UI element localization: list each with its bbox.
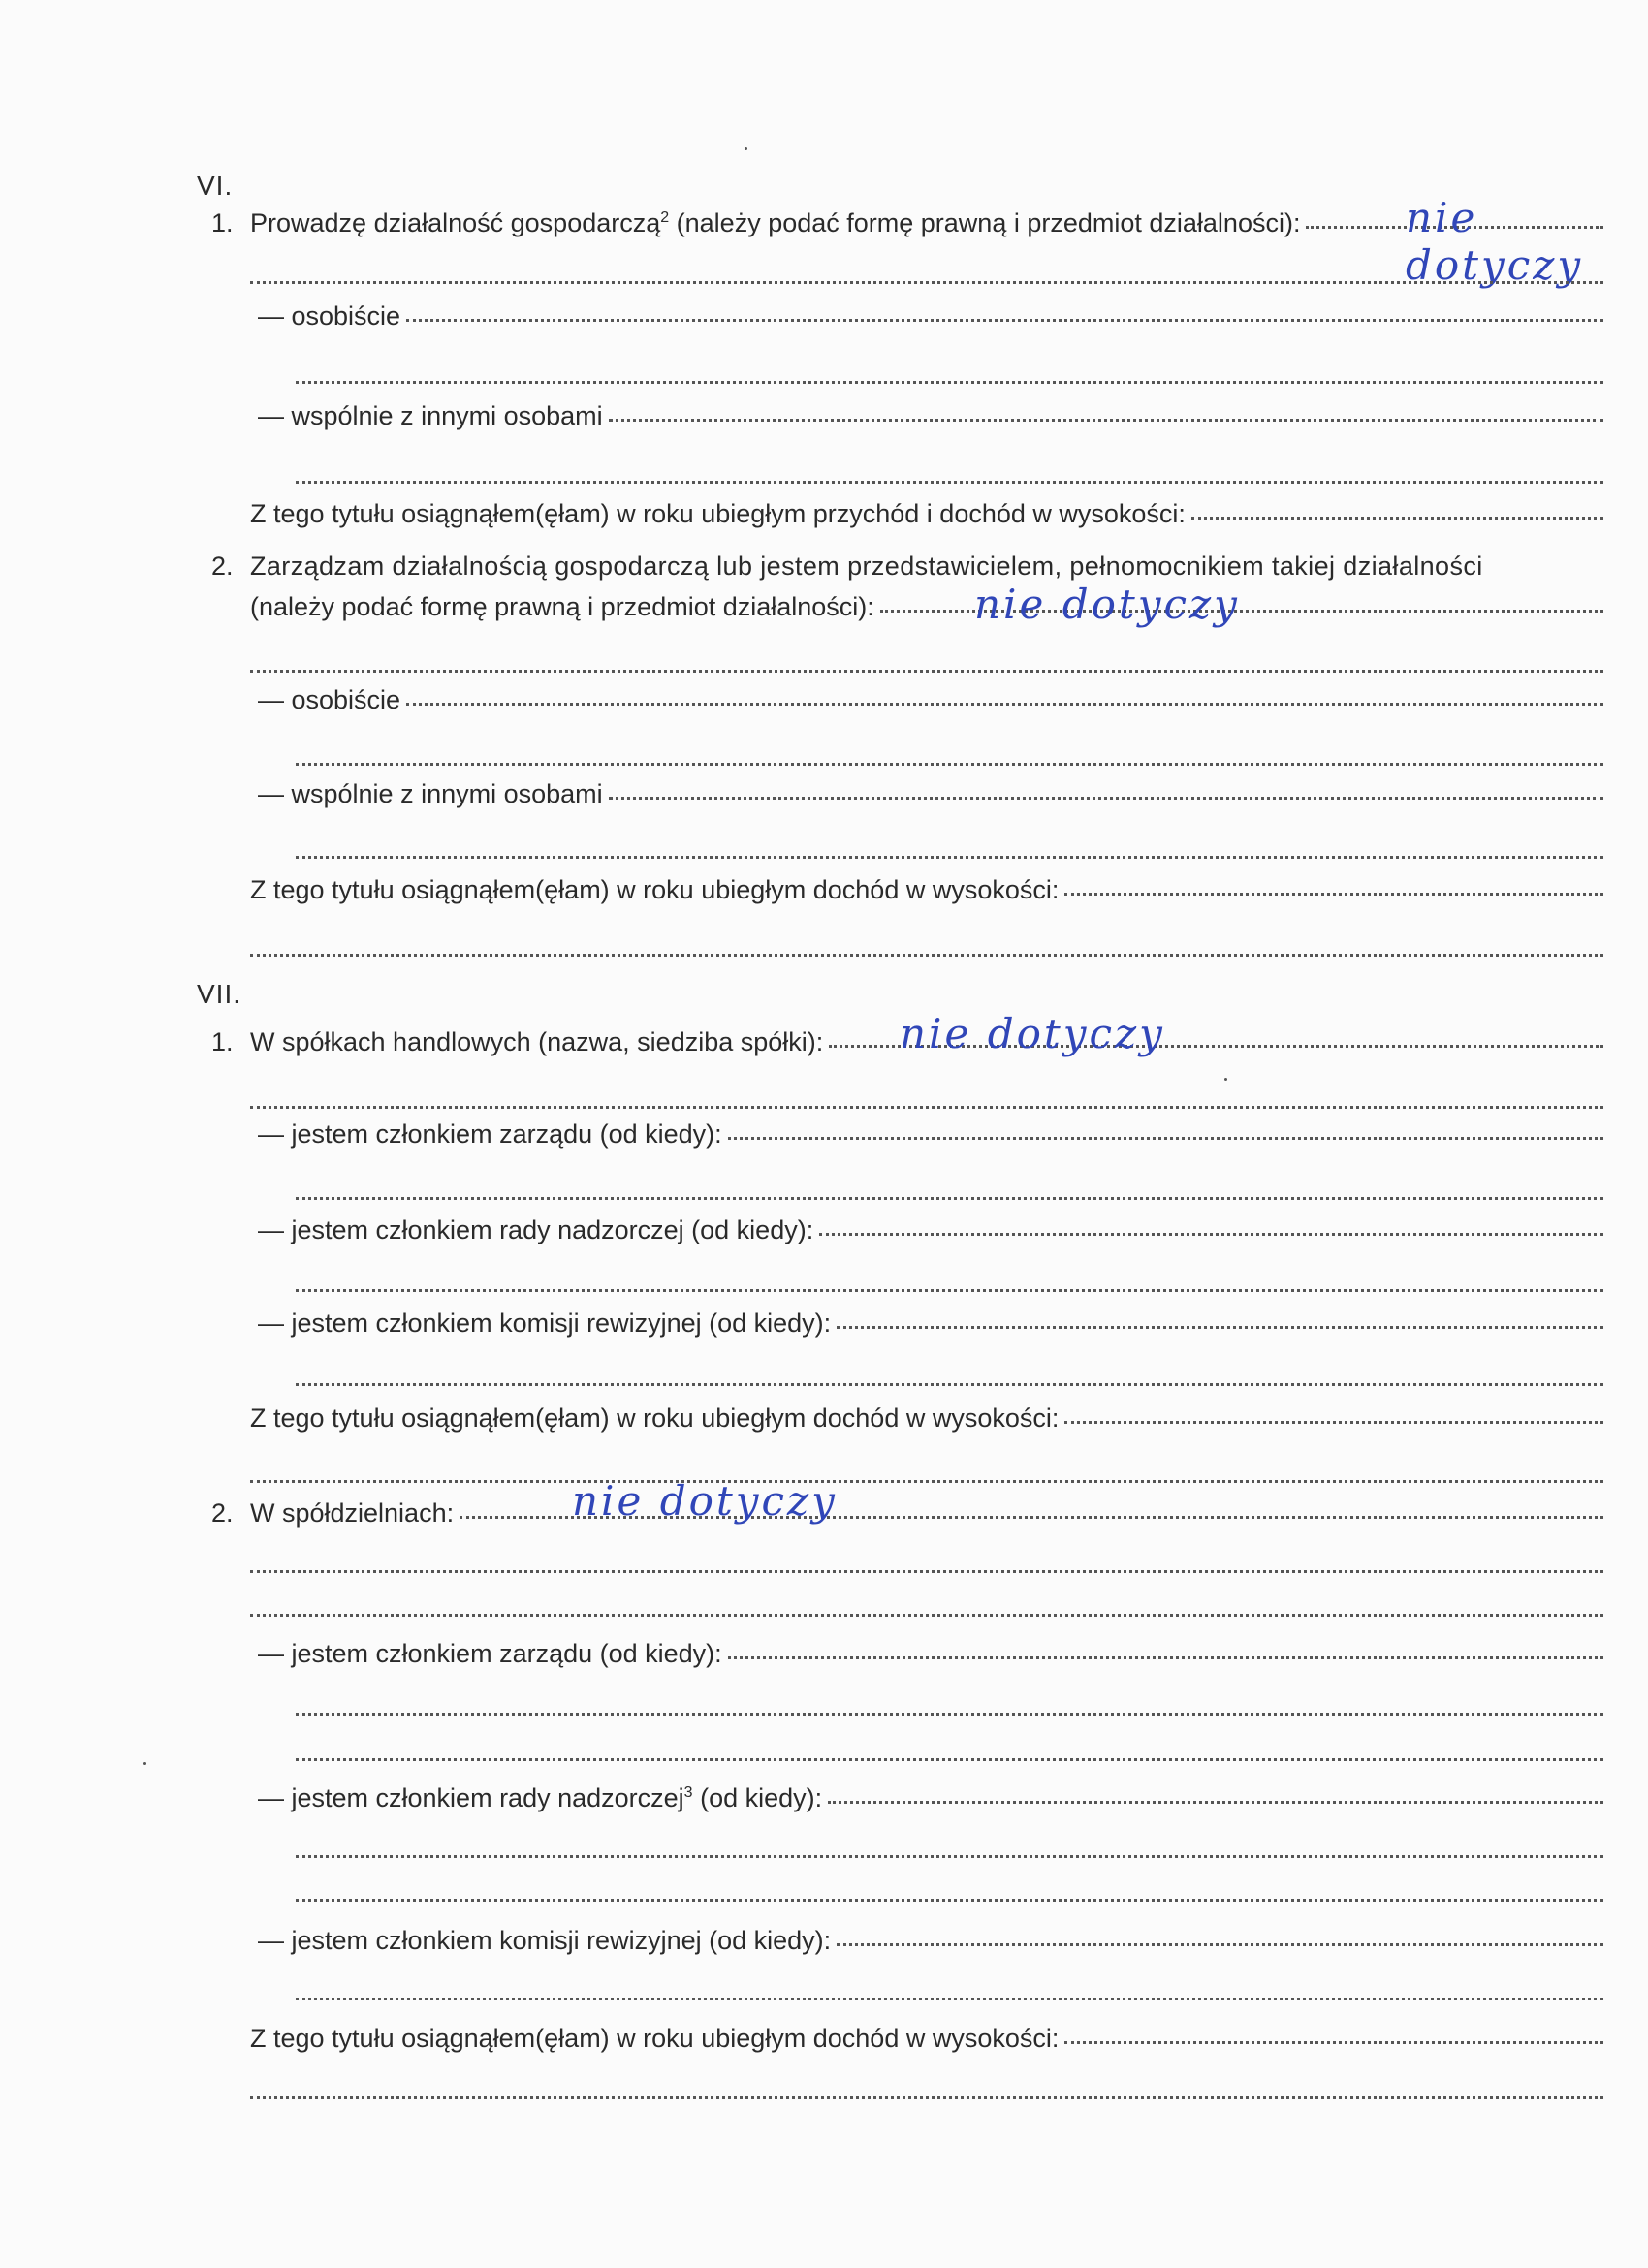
vi-item2-personally-row — [258, 685, 1603, 724]
vi-item2-jointly-label: — wspólnie z innymi osobami — [258, 779, 603, 808]
vi-item1-handwritten-answer: nie dotyczy — [1406, 194, 1584, 289]
vi-item2-income-continuation[interactable] — [250, 951, 1603, 957]
footnote-3: 3 — [683, 1784, 693, 1801]
vii-item2-continuation-line-1[interactable] — [250, 1567, 1603, 1573]
vi-item2-number: 2. — [211, 551, 234, 581]
vii-item2-supervisory-continuation-1[interactable] — [296, 1852, 1603, 1858]
vii-item2-board-row — [258, 1639, 1603, 1678]
vi-item2-income-label: Z tego tytułu osiągnąłem(ęłam) w roku ubiegłym dochód w wysokości: — [250, 875, 1060, 904]
vii-item1-audit-continuation[interactable] — [296, 1380, 1603, 1386]
vi-item2-income-line[interactable] — [1064, 890, 1603, 896]
vii-item1-income-continuation[interactable] — [250, 1477, 1603, 1483]
vi-item1-jointly-label: — wspólnie z innymi osobami — [258, 401, 603, 430]
vi-item2-handwritten-answer: nie dotyczy — [974, 581, 1240, 628]
vii-item2-income-continuation[interactable] — [250, 2094, 1603, 2099]
vii-item1-board-line[interactable] — [728, 1134, 1603, 1140]
vii-item2-audit-label: — jestem członkiem komisji rewizyjnej (od kiedy): — [258, 1926, 832, 1955]
vii-item1-audit-row — [258, 1308, 1603, 1347]
vii-item1-handwritten-answer: nie dotyczy — [900, 1010, 1165, 1057]
vi-item1-row — [211, 208, 1603, 247]
vi-item2-jointly-row — [258, 779, 1603, 818]
section-vi-numeral: VI. — [197, 171, 234, 201]
vi-item1-label: Prowadzę działalność gospodarczą$^2$ (należy podać formę prawną i przedmiot działalności): — [250, 208, 1301, 237]
vi-item1-income-line[interactable] — [1191, 514, 1603, 520]
vi-item2-personally-line[interactable] — [406, 700, 1603, 706]
vi-item1-continuation-line[interactable] — [250, 278, 1603, 284]
scan-speck — [745, 147, 747, 150]
vii-item2-audit-continuation[interactable] — [296, 1995, 1603, 2000]
vii-item1-board-continuation[interactable] — [296, 1194, 1603, 1200]
vi-item2-personally-label: — osobiście — [258, 685, 401, 714]
vii-item1-board-row — [258, 1119, 1603, 1158]
vii-item1-supervisory-label: — jestem członkiem rady nadzorczej (od kiedy): — [258, 1215, 814, 1244]
vii-item2-continuation-line-2[interactable] — [250, 1611, 1603, 1617]
vii-item2-income-line[interactable] — [1064, 2038, 1603, 2044]
vi-item2-jointly-continuation[interactable] — [296, 853, 1603, 859]
vii-item1-supervisory-row — [258, 1215, 1603, 1254]
vii-item2-supervisory-row — [258, 1783, 1603, 1822]
vii-item1-continuation-line[interactable] — [250, 1103, 1603, 1109]
vii-item2-income-label: Z tego tytułu osiągnąłem(ęłam) w roku ubiegłym dochód w wysokości: — [250, 2024, 1060, 2053]
vii-item2-handwritten-answer: nie dotyczy — [572, 1477, 838, 1525]
vii-item1-income-row — [250, 1403, 1603, 1442]
vii-item2-audit-row — [258, 1926, 1603, 1965]
vi-item2-label-line2: (należy podać formę prawną i przedmiot działalności): — [250, 592, 874, 621]
vi-item2-jointly-line[interactable] — [609, 794, 1603, 800]
scan-speck — [1224, 1078, 1227, 1081]
vi-item1-number: 1. — [211, 208, 234, 237]
footnote-2: 2 — [660, 209, 670, 226]
vii-item2-supervisory-continuation-2[interactable] — [296, 1896, 1603, 1902]
vi-item1-jointly-row — [258, 401, 1603, 440]
vii-item1-audit-line[interactable] — [837, 1323, 1603, 1329]
vi-item1-personally-line[interactable] — [406, 316, 1603, 322]
vi-item1-personally-row — [258, 301, 1603, 340]
vi-item2-label-line1: Zarządzam działalnością gospodarczą lub jestem przedstawicielem, pełnomocnikiem takiej działalności — [250, 551, 1483, 581]
vii-item1-label: W spółkach handlowych (nazwa, siedziba spółki): — [250, 1027, 824, 1056]
vii-item1-number: 1. — [211, 1027, 234, 1056]
vii-item2-supervisory-line[interactable] — [828, 1798, 1603, 1804]
vii-item1-income-label: Z tego tytułu osiągnąłem(ęłam) w roku ubiegłym dochód w wysokości: — [250, 1403, 1060, 1433]
vii-item2-row — [211, 1498, 1603, 1537]
vii-item1-supervisory-line[interactable] — [819, 1230, 1603, 1236]
vii-item1-income-line[interactable] — [1064, 1418, 1603, 1424]
vii-item2-board-continuation-1[interactable] — [296, 1710, 1603, 1716]
vi-item2-continuation-line[interactable] — [250, 667, 1603, 673]
vi-item1-income-row — [250, 499, 1603, 538]
vi-item1-jointly-line[interactable] — [609, 416, 1603, 422]
vii-item2-board-label: — jestem członkiem zarządu (od kiedy): — [258, 1639, 722, 1668]
vi-item2-label-row2 — [250, 592, 1603, 631]
section-vii-numeral: VII. — [197, 979, 242, 1009]
vi-item2-personally-continuation[interactable] — [296, 760, 1603, 766]
vii-item2-number: 2. — [211, 1498, 234, 1528]
vii-item1-supervisory-continuation[interactable] — [296, 1286, 1603, 1292]
vii-item2-audit-line[interactable] — [837, 1940, 1603, 1946]
vii-item1-board-label: — jestem członkiem zarządu (od kiedy): — [258, 1119, 722, 1149]
scan-speck — [143, 1762, 146, 1765]
vi-item1-personally-continuation[interactable] — [296, 378, 1603, 384]
vii-item2-board-continuation-2[interactable] — [296, 1755, 1603, 1761]
vi-item1-income-label: Z tego tytułu osiągnąłem(ęłam) w roku ubiegłym przychód i dochód w wysokości: — [250, 499, 1186, 528]
vi-item1-jointly-continuation[interactable] — [296, 478, 1603, 484]
vii-item2-label: W spółdzielniach: — [250, 1498, 455, 1528]
vii-item2-board-line[interactable] — [728, 1654, 1603, 1659]
vi-item2-income-row — [250, 875, 1603, 914]
vii-item1-audit-label: — jestem członkiem komisji rewizyjnej (od kiedy): — [258, 1308, 832, 1338]
vii-item2-income-row — [250, 2024, 1603, 2063]
vii-item2-supervisory-label: — jestem członkiem rady nadzorczej$^3$ (od kiedy): — [258, 1783, 823, 1812]
vi-item2-row — [211, 551, 1603, 590]
vi-item1-personally-label: — osobiście — [258, 301, 401, 331]
